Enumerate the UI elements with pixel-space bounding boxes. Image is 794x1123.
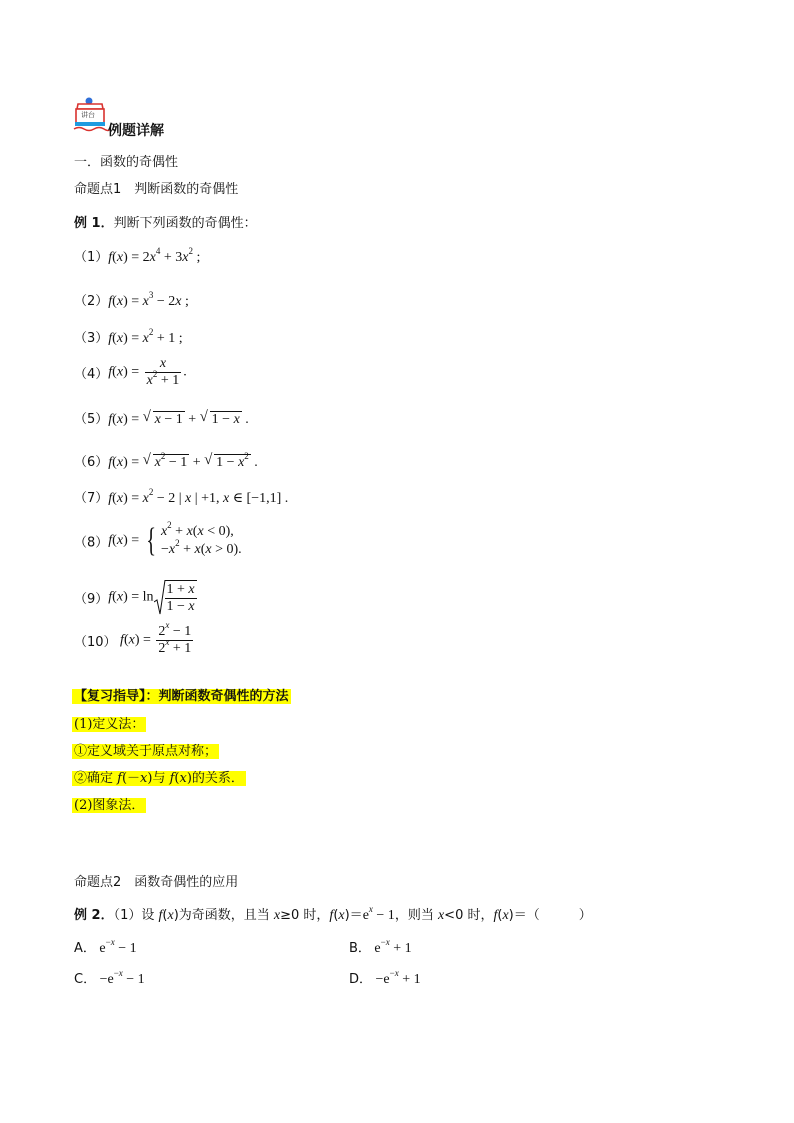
problem-2: $(2)f(x) = x^3 - 2x$ ;	[74, 290, 189, 309]
problem-10: （10） f(x) = $\frac{2^x - 1}{2^x + 1}$	[74, 620, 192, 656]
example-1-text: 判断下列函数的奇偶性：	[113, 216, 257, 231]
problem-8: （8）f(x) = { $x^2 + x(x < 0)$, $-x^2 + x(x > 0)$.	[74, 520, 242, 559]
problem-4: （4）f(x) = $\frac{x}{x^2 + 1}$ .	[74, 356, 187, 388]
proposition-1: 命题点1 判断函数的奇偶性	[74, 182, 239, 197]
page-header-title: 例题详解	[108, 123, 164, 139]
problem-9: （9）f(x) = ln $\frac{1 + x}{1 - x}$	[74, 582, 195, 614]
review-line-4: (2)图象法．	[74, 798, 145, 813]
problem-5: （5）f(x) = √ x − 1 + √ 1 − x .	[74, 408, 249, 428]
problem-6: （6）f(x) = √ $x^2 - 1$ + √ $1 - x^2$ .	[74, 451, 258, 471]
example-2-stem: 例 2．（1）设 f(x)为奇函数，且当 x≥0 时，$f(x)=e^x - 1$，则当 x<0 时，f(x)＝（ ）	[74, 904, 592, 923]
review-line-2: ①定义域关于原点对称；	[74, 744, 218, 759]
option-b[interactable]: B． $e^{-x} + 1$	[349, 937, 412, 956]
badge-text: 讲台	[81, 111, 95, 119]
problem-1: $(1)f(x) = 2x^4 + 3x^2$ ;	[74, 246, 201, 265]
example-1-label: 例 1．	[74, 216, 114, 231]
option-a[interactable]: A． $e^{-x} - 1$	[74, 937, 137, 956]
problem-3: $(3)f(x) = x^2 + 1$ ;	[74, 327, 183, 346]
proposition-2: 命题点2 函数奇偶性的应用	[74, 875, 239, 890]
lecture-badge	[72, 96, 110, 134]
section-title: 一．函数的奇偶性	[74, 155, 179, 170]
example-1-stem	[74, 212, 257, 231]
review-line-3: ②确定 f(－x)与 f(x)的关系．	[74, 771, 244, 786]
option-d[interactable]: D． $-e^{-x} + 1$	[349, 968, 421, 987]
review-title: 【复习指导】：判断函数奇偶性的方法	[74, 689, 289, 704]
problem-7: $(7)f(x) = x^2 - 2$ | x | +1, x ∈ [−1,1] .	[74, 487, 289, 506]
review-line-1: (1)定义法：	[74, 717, 145, 732]
option-c[interactable]: C． $-e^{-x} - 1$	[74, 968, 145, 987]
